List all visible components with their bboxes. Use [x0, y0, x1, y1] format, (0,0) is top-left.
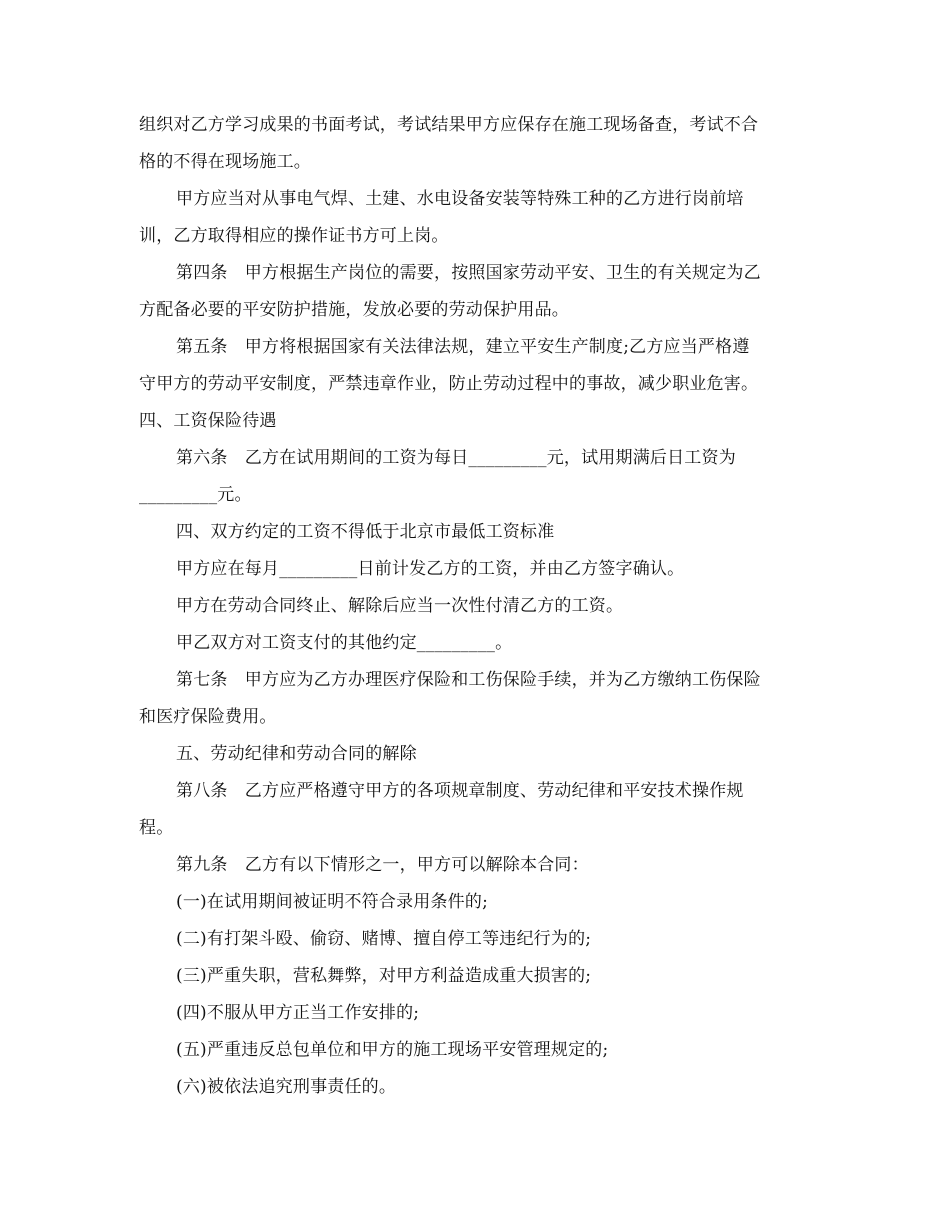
list-item: (六)被依法追究刑事责任的。: [176, 1077, 397, 1097]
list-item: (二)有打架斗殴、偷窃、赌博、擅自停工等违纪行为的;: [176, 929, 592, 949]
text-line: 程。: [139, 818, 174, 838]
list-item: (一)在试用期间被证明不符合录用条件的;: [176, 892, 488, 912]
section-heading: 四、工资保险待遇: [139, 411, 277, 431]
text-line: 甲方在劳动合同终止、解除后应当一次性付清乙方的工资。: [176, 596, 624, 616]
list-item: (三)严重失职，营私舞弊，对甲方利益造成重大损害的;: [176, 966, 592, 986]
article-9-line: 第九条 乙方有以下情形之一，甲方可以解除本合同：: [176, 855, 589, 875]
document-body: [139, 115, 811, 1114]
text-line: 训，乙方取得相应的操作证书方可上岗。: [139, 226, 449, 246]
article-5-line: 第五条 甲方将根据国家有关法律法规，建立平安生产制度;乙方应当严格遵: [176, 337, 750, 357]
article-7-line: 第七条 甲方应为乙方办理医疗保险和工伤保险手续，并为乙方缴纳工伤保险: [176, 670, 761, 690]
text-line: 守甲方的劳动平安制度，严禁违章作业，防止劳动过程中的事故，减少职业危害。: [139, 374, 759, 394]
text-line: 甲乙双方对工资支付的其他约定_________。: [176, 633, 513, 653]
article-8-line: 第八条 乙方应严格遵守甲方的各项规章制度、劳动纪律和平安技术操作规: [176, 781, 744, 801]
text-line: 组织对乙方学习成果的书面考试，考试结果甲方应保存在施工现场备查，考试不合: [139, 115, 759, 135]
text-line: _________元。: [139, 485, 252, 505]
text-line: 方配备必要的平安防护措施，发放必要的劳动保护用品。: [139, 300, 569, 320]
list-item: (五)严重违反总包单位和甲方的施工现场平安管理规定的;: [176, 1040, 609, 1060]
list-item: (四)不服从甲方正当工作安排的;: [176, 1003, 420, 1023]
section-heading: 五、劳动纪律和劳动合同的解除: [176, 744, 417, 764]
text-line: 四、双方约定的工资不得低于北京市最低工资标准: [176, 522, 555, 542]
text-line: 和医疗保险费用。: [139, 707, 277, 727]
article-4-line: 第四条 甲方根据生产岗位的需要，按照国家劳动平安、卫生的有关规定为乙: [176, 263, 761, 283]
text-line: 格的不得在现场施工。: [139, 152, 311, 172]
text-line: 甲方应当对从事电气焊、土建、水电设备安装等特殊工种的乙方进行岗前培: [176, 189, 744, 209]
article-6-line: 第六条 乙方在试用期间的工资为每日_________元，试用期满后日工资为: [176, 448, 736, 468]
text-line: 甲方应在每月_________日前计发乙方的工资，并由乙方签字确认。: [176, 559, 685, 579]
